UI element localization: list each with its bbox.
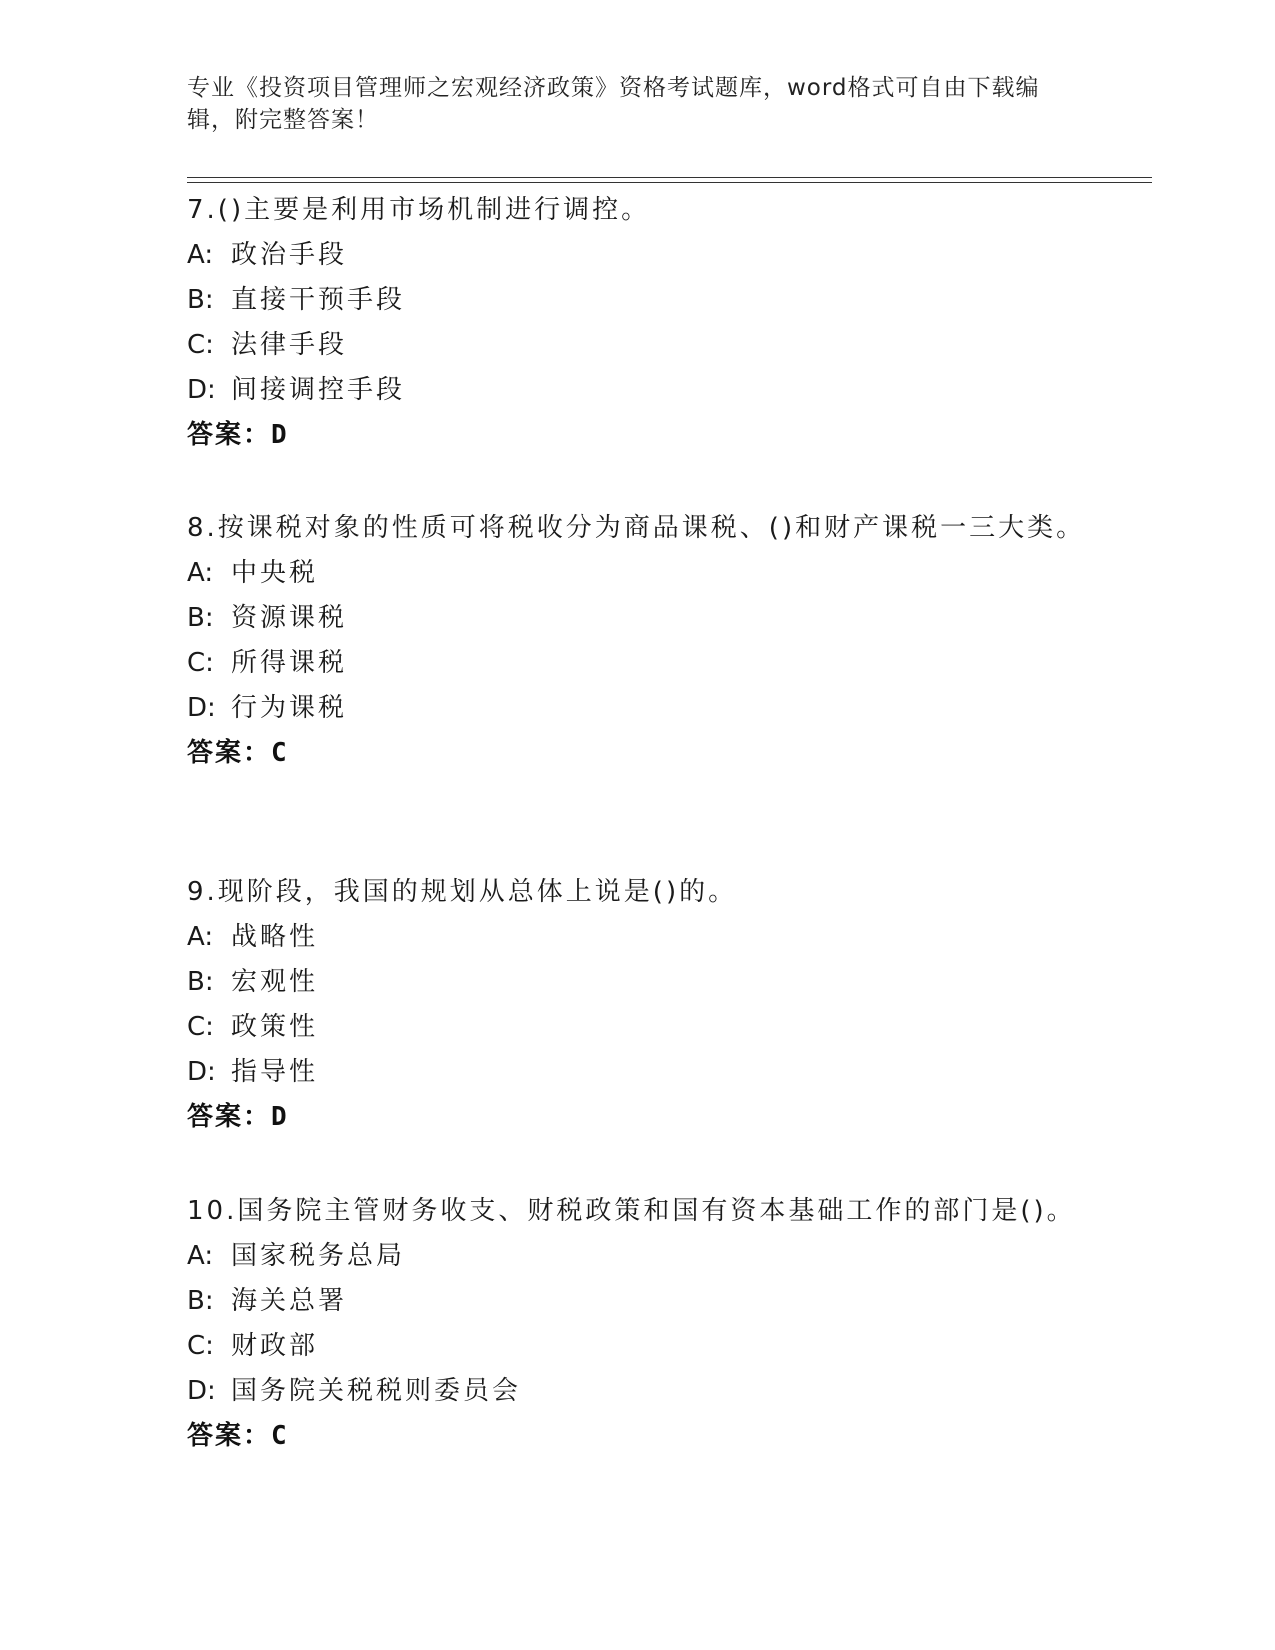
option-text: 行为课税 bbox=[231, 693, 348, 723]
option-letter: D: bbox=[187, 375, 216, 405]
answer-label: 答案： bbox=[187, 738, 272, 768]
answer-line bbox=[187, 735, 1087, 771]
option-b bbox=[187, 600, 1087, 636]
option-d bbox=[187, 1054, 1087, 1090]
question-8 bbox=[187, 510, 1087, 771]
option-text: 政策性 bbox=[231, 1012, 319, 1042]
question-7 bbox=[187, 192, 1087, 453]
answer-label: 答案： bbox=[187, 1421, 272, 1451]
option-letter: A: bbox=[187, 558, 214, 588]
option-letter: C: bbox=[187, 330, 214, 360]
option-text: 国家税务总局 bbox=[231, 1241, 406, 1271]
option-letter: B: bbox=[187, 603, 214, 633]
question-stem: 7.()主要是利用市场机制进行调控。 bbox=[187, 195, 651, 225]
option-d bbox=[187, 690, 1087, 726]
option-text: 直接干预手段 bbox=[231, 285, 406, 315]
option-b bbox=[187, 282, 1087, 318]
header-divider-top bbox=[187, 177, 1152, 178]
answer-label: 答案： bbox=[187, 1102, 272, 1132]
document-header: 专业《投资项目管理师之宏观经济政策》资格考试题库，word格式可自由下载编辑，附完整答案！ bbox=[187, 75, 1040, 133]
option-text: 法律手段 bbox=[231, 330, 348, 360]
option-c bbox=[187, 645, 1087, 681]
option-b bbox=[187, 964, 1087, 1000]
answer-label: 答案： bbox=[187, 420, 272, 450]
answer-value: D bbox=[271, 1102, 287, 1132]
option-c bbox=[187, 1328, 1087, 1364]
option-letter: B: bbox=[187, 285, 214, 315]
option-a bbox=[187, 237, 1087, 273]
option-text: 政治手段 bbox=[231, 240, 348, 270]
question-stem: 8.按课税对象的性质可将税收分为商品课税、()和财产课税一三大类。 bbox=[187, 513, 1086, 543]
answer-line bbox=[187, 1099, 1087, 1135]
header-divider-bottom bbox=[187, 182, 1152, 183]
option-letter: C: bbox=[187, 1012, 214, 1042]
answer-value: D bbox=[271, 420, 287, 450]
answer-line bbox=[187, 1418, 1087, 1454]
question-stem: 10.国务院主管财务收支、财税政策和国有资本基础工作的部门是()。 bbox=[187, 1196, 1076, 1226]
option-letter: A: bbox=[187, 1241, 214, 1271]
option-letter: A: bbox=[187, 922, 214, 952]
option-text: 间接调控手段 bbox=[231, 375, 406, 405]
option-letter: D: bbox=[187, 1376, 216, 1406]
option-a bbox=[187, 1238, 1087, 1274]
option-text: 宏观性 bbox=[231, 967, 319, 997]
option-c bbox=[187, 1009, 1087, 1045]
option-a bbox=[187, 919, 1087, 955]
option-b bbox=[187, 1283, 1087, 1319]
option-text: 财政部 bbox=[231, 1331, 319, 1361]
option-letter: A: bbox=[187, 240, 214, 270]
option-letter: B: bbox=[187, 967, 214, 997]
option-d bbox=[187, 1373, 1087, 1409]
option-text: 资源课税 bbox=[231, 603, 348, 633]
option-c bbox=[187, 327, 1087, 363]
option-letter: C: bbox=[187, 648, 214, 678]
option-text: 指导性 bbox=[231, 1057, 319, 1087]
answer-line bbox=[187, 417, 1087, 453]
option-letter: B: bbox=[187, 1286, 214, 1316]
answer-value: C bbox=[271, 738, 287, 768]
option-d bbox=[187, 372, 1087, 408]
question-9 bbox=[187, 874, 1087, 1135]
question-10 bbox=[187, 1193, 1087, 1454]
option-letter: C: bbox=[187, 1331, 214, 1361]
option-text: 战略性 bbox=[231, 922, 319, 952]
answer-value: C bbox=[271, 1421, 287, 1451]
option-a bbox=[187, 555, 1087, 591]
question-stem: 9.现阶段，我国的规划从总体上说是()的。 bbox=[187, 877, 738, 907]
option-letter: D: bbox=[187, 693, 216, 723]
option-text: 中央税 bbox=[231, 558, 319, 588]
option-text: 海关总署 bbox=[231, 1286, 348, 1316]
option-letter: D: bbox=[187, 1057, 216, 1087]
option-text: 所得课税 bbox=[231, 648, 348, 678]
option-text: 国务院关税税则委员会 bbox=[231, 1376, 522, 1406]
